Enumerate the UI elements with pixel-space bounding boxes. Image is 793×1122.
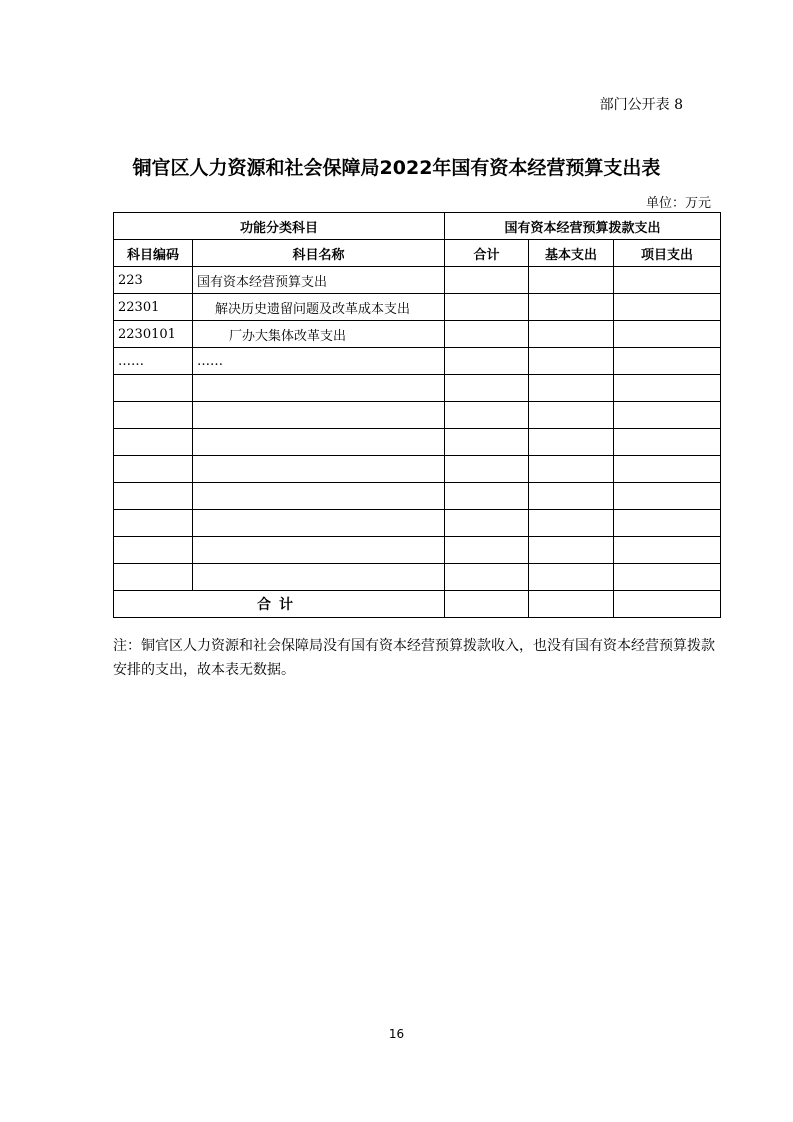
table-row <box>114 321 721 348</box>
cell-name: 解决历史遗留问题及改革成本支出 <box>193 294 445 321</box>
column-header-code: 科目编码 <box>114 240 193 267</box>
cell-project <box>614 348 721 375</box>
column-header-project: 项目支出 <box>614 240 721 267</box>
cell-code: 223 <box>114 267 193 294</box>
cell-name: 国有资本经营预算支出 <box>193 267 445 294</box>
cell-code: 2230101 <box>114 321 193 348</box>
cell-basic <box>529 591 614 618</box>
table-row-empty <box>114 456 721 483</box>
cell-total <box>445 267 529 294</box>
budget-table <box>113 212 721 618</box>
cell-project <box>614 591 721 618</box>
cell-total <box>445 591 529 618</box>
cell-basic <box>529 348 614 375</box>
cell-project <box>614 294 721 321</box>
table-row <box>114 294 721 321</box>
column-header-total: 合计 <box>445 240 529 267</box>
table-row-empty <box>114 375 721 402</box>
column-header-basic: 基本支出 <box>529 240 614 267</box>
document-label: 部门公开表 8 <box>599 97 683 113</box>
table-total-row <box>114 591 721 618</box>
table-row-empty <box>114 429 721 456</box>
table-row <box>114 348 721 375</box>
cell-basic <box>529 267 614 294</box>
total-label: 合计 <box>114 591 445 618</box>
cell-code: 22301 <box>114 294 193 321</box>
table-row-empty <box>114 537 721 564</box>
cell-name: 厂办大集体改革支出 <box>193 321 445 348</box>
page-number: 16 <box>388 1027 405 1041</box>
unit-label: 单位：万元 <box>645 196 711 211</box>
table-row-empty <box>114 483 721 510</box>
cell-total <box>445 348 529 375</box>
column-header-name: 科目名称 <box>193 240 445 267</box>
group-header-functional-classification: 功能分类科目 <box>114 213 445 240</box>
table-row-empty <box>114 564 721 591</box>
table-row-empty <box>114 402 721 429</box>
table-row-empty <box>114 510 721 537</box>
cell-total <box>445 294 529 321</box>
cell-total <box>445 321 529 348</box>
table-row <box>114 267 721 294</box>
table-note: 注：铜官区人力资源和社会保障局没有国有资本经营预算拨款收入，也没有国有资本经营预算拨款安排的支出，故本表无数据。 <box>113 638 715 678</box>
group-header-state-capital-expenditure: 国有资本经营预算拨款支出 <box>445 213 721 240</box>
cell-name: …… <box>193 348 445 375</box>
cell-project <box>614 321 721 348</box>
cell-basic <box>529 321 614 348</box>
page-title: 铜官区人力资源和社会保障局2022年国有资本经营预算支出表 <box>132 157 661 179</box>
table-group-header-row <box>114 213 721 240</box>
cell-project <box>614 267 721 294</box>
table-column-header-row <box>114 240 721 267</box>
cell-basic <box>529 294 614 321</box>
cell-code: …… <box>114 348 193 375</box>
